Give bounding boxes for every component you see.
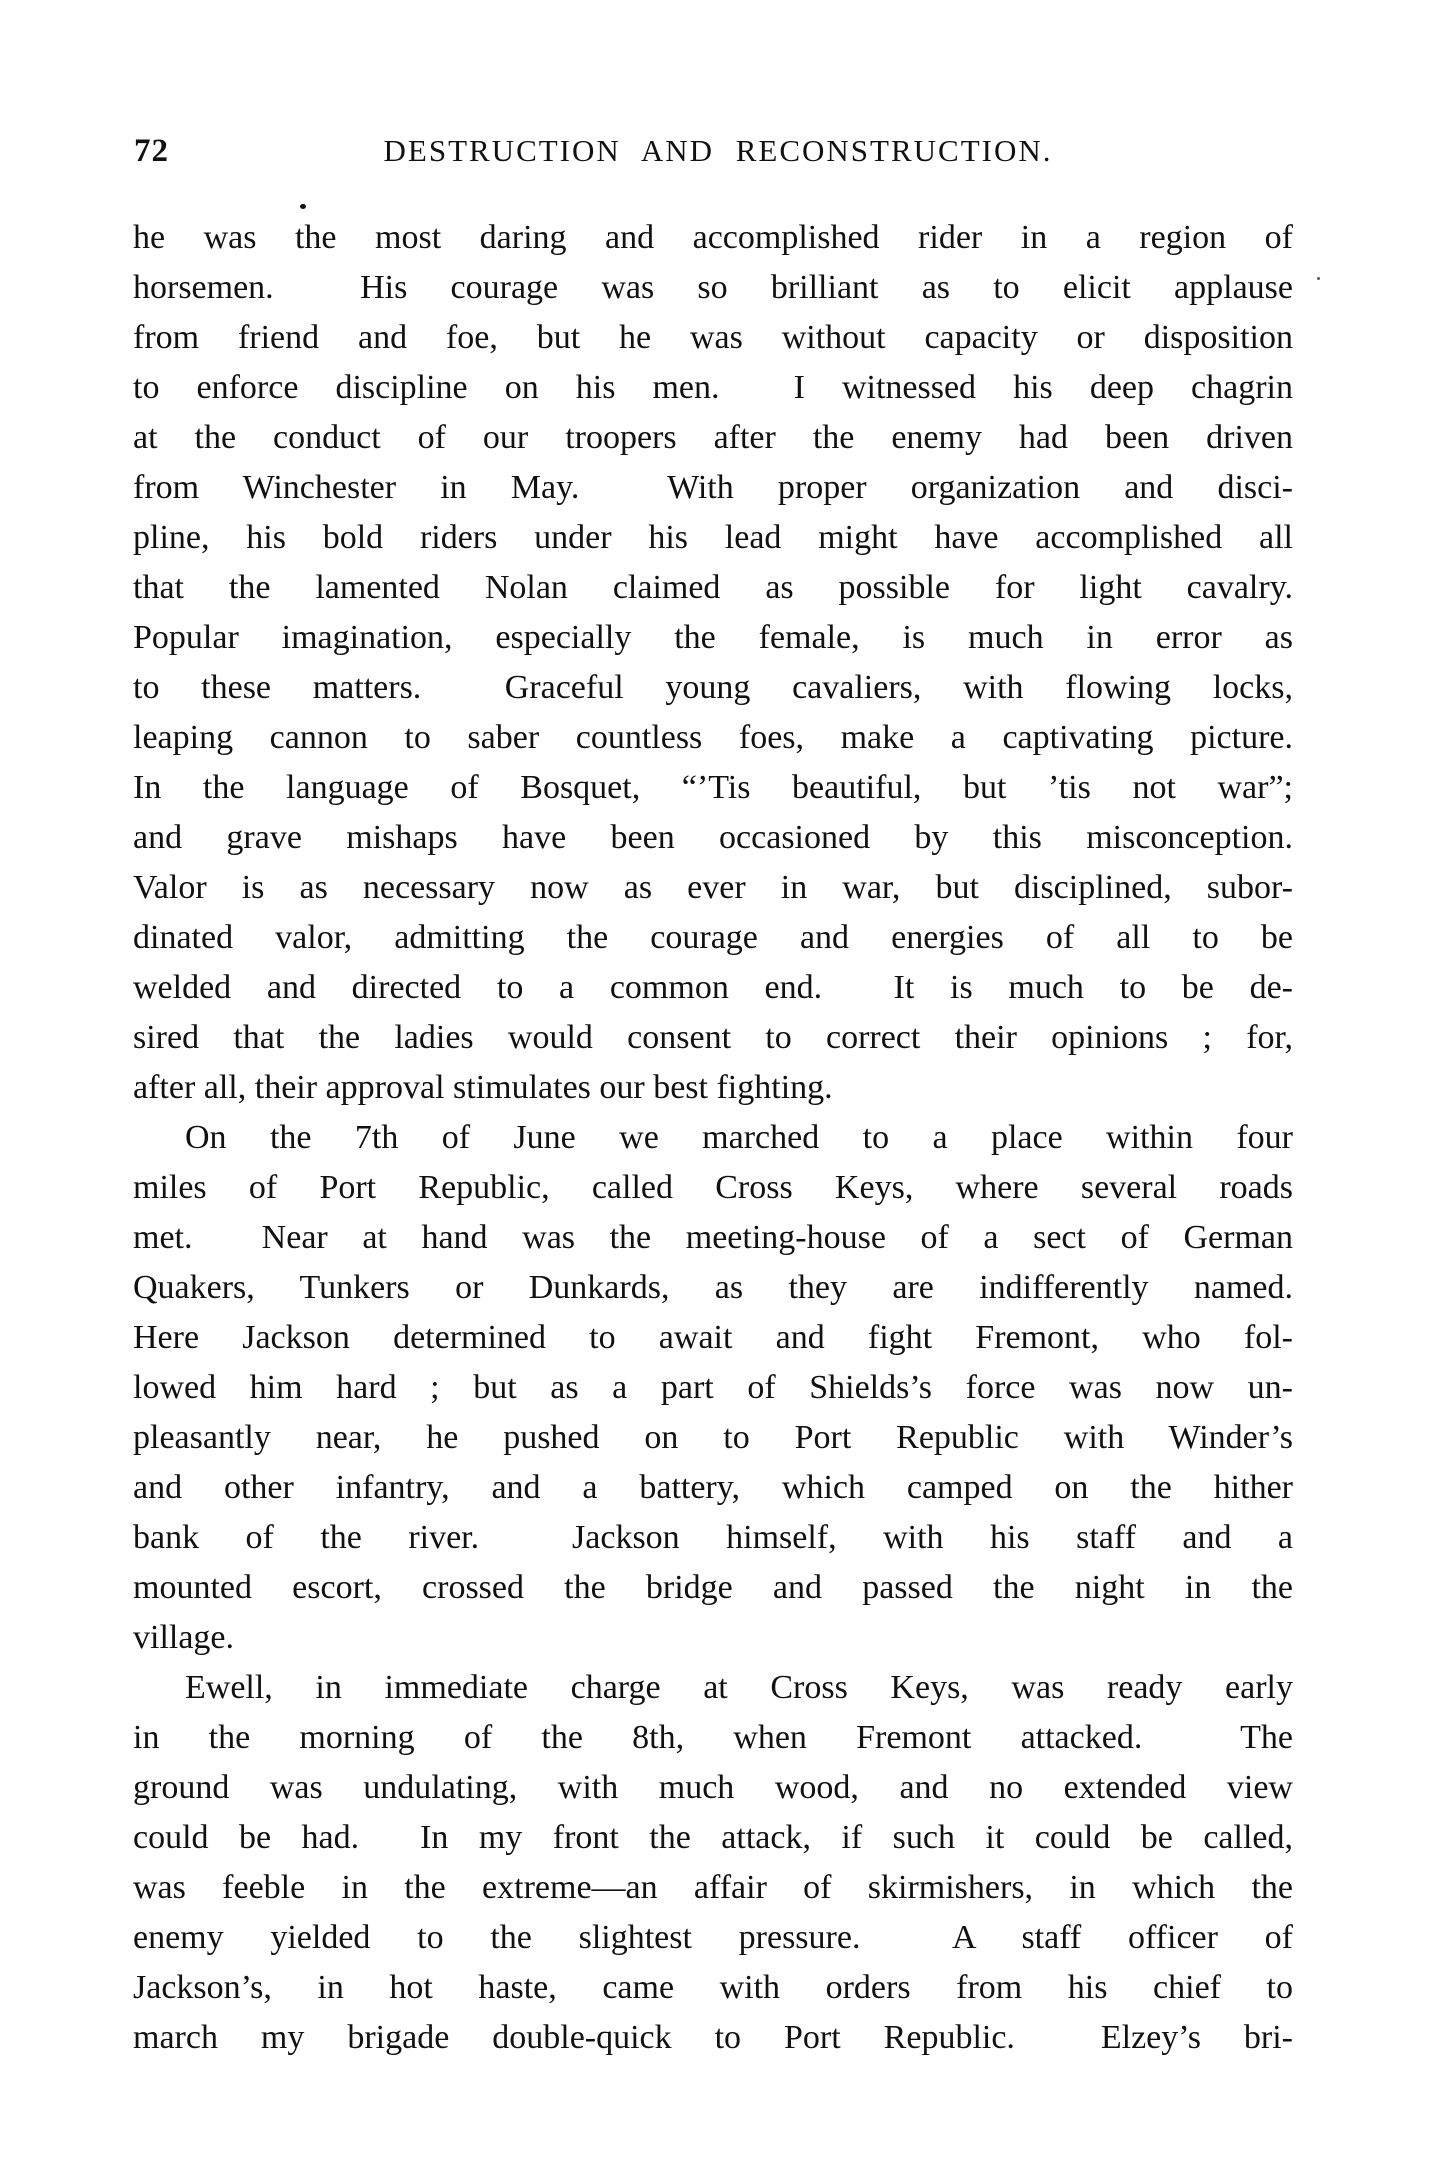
text-line: Here Jackson determined to await and fight Fremont, who fol- [133, 1319, 1293, 1356]
text-line: welded and directed to a common end. It is much to be de- [133, 969, 1293, 1006]
text-line: In the language of Bosquet, “’Tis beautiful, but ’tis not war”; [133, 769, 1293, 806]
text-line: pleasantly near, he pushed on to Port Republic with Winder’s [133, 1419, 1293, 1456]
text-line: sired that the ladies would consent to correct their opinions ; for, [133, 1019, 1293, 1056]
text-line: miles of Port Republic, called Cross Keys, where several roads [133, 1169, 1293, 1206]
text-line: bank of the river. Jackson himself, with his staff and a [133, 1519, 1293, 1556]
text-line: pline, his bold riders under his lead might have accomplished all [133, 519, 1293, 556]
text-line: On the 7th of June we marched to a place within four [185, 1119, 1293, 1156]
text-line: Quakers, Tunkers or Dunkards, as they are indifferently named. [133, 1269, 1293, 1306]
text-line: that the lamented Nolan claimed as possible for light cavalry. [133, 569, 1293, 606]
text-line: and other infantry, and a battery, which camped on the hither [133, 1469, 1293, 1506]
text-line: leaping cannon to saber countless foes, make a captivating picture. [133, 719, 1293, 756]
text-line: he was the most daring and accomplished rider in a region of [133, 219, 1293, 256]
text-line: lowed him hard ; but as a part of Shields’s force was now un- [133, 1369, 1293, 1406]
text-line: to these matters. Graceful young cavaliers, with flowing locks, [133, 669, 1293, 706]
page-number: 72 [134, 133, 169, 169]
text-line: from friend and foe, but he was without capacity or disposition [133, 319, 1293, 356]
text-line: Ewell, in immediate charge at Cross Keys, was ready early [185, 1669, 1293, 1706]
text-line: from Winchester in May. With proper organization and disci- [133, 469, 1293, 506]
text-line: after all, their approval stimulates our best fighting. [133, 1069, 833, 1106]
running-head-title: DESTRUCTION AND RECONSTRUCTION. [383, 133, 1053, 168]
text-line: march my brigade double-quick to Port Republic. Elzey’s bri- [133, 2019, 1293, 2056]
text-line: Jackson’s, in hot haste, came with orders from his chief to [133, 1969, 1293, 2006]
text-line: horsemen. His courage was so brilliant as to elicit applause [133, 269, 1293, 306]
text-line: to enforce discipline on his men. I witnessed his deep chagrin [133, 369, 1293, 406]
body-text [133, 213, 1293, 2063]
text-line: Popular imagination, especially the female, is much in error as [133, 619, 1293, 656]
text-line: enemy yielded to the slightest pressure. A staff officer of [133, 1919, 1293, 1956]
text-line: in the morning of the 8th, when Fremont attacked. The [133, 1719, 1293, 1756]
text-line: could be had. In my front the attack, if such it could be called, [133, 1819, 1293, 1856]
text-line: village. [133, 1619, 235, 1656]
text-line: was feeble in the extreme—an affair of skirmishers, in which the [133, 1869, 1293, 1906]
text-line: mounted escort, crossed the bridge and passed the night in the [133, 1569, 1293, 1606]
scan-speck [1317, 277, 1320, 280]
text-line: and grave mishaps have been occasioned by this misconception. [133, 819, 1293, 856]
text-line: at the conduct of our troopers after the enemy had been driven [133, 419, 1293, 456]
scan-speck [300, 204, 306, 209]
text-line: met. Near at hand was the meeting-house of a sect of German [133, 1219, 1293, 1256]
text-line: dinated valor, admitting the courage and energies of all to be [133, 919, 1293, 956]
text-line: ground was undulating, with much wood, and no extended view [133, 1769, 1293, 1806]
running-header [0, 133, 1436, 177]
text-line: Valor is as necessary now as ever in war, but disciplined, subor- [133, 869, 1293, 906]
